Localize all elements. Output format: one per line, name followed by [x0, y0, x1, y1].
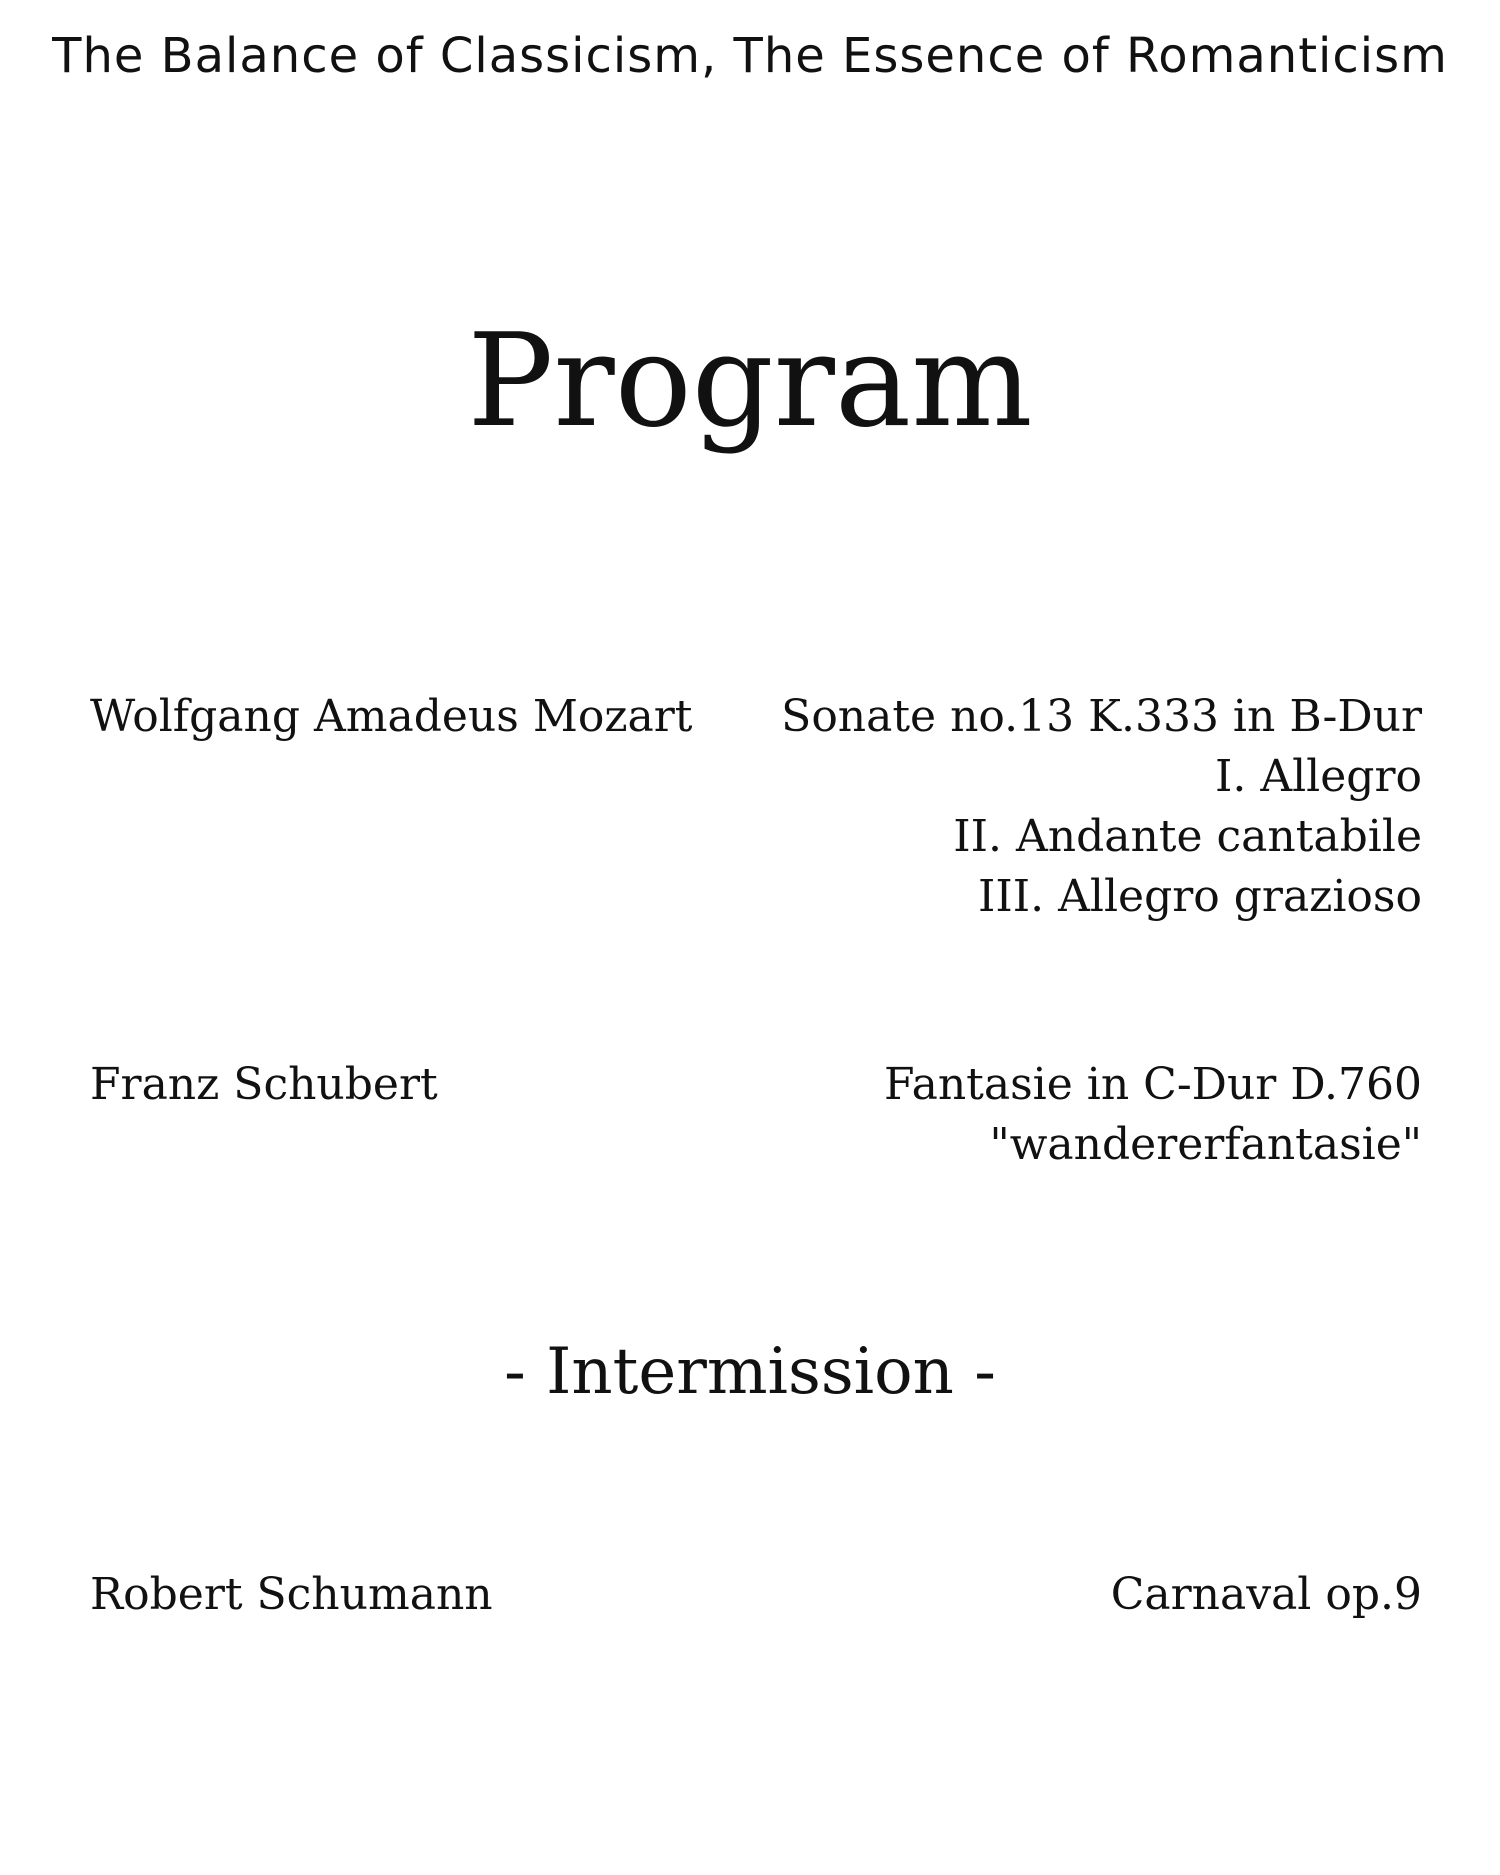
composer-name: Robert Schumann	[90, 1569, 493, 1620]
work-title: Carnaval op.9	[1110, 1569, 1422, 1620]
work-details	[884, 1055, 1422, 1175]
work-details	[1111, 1565, 1422, 1625]
page-title: Program	[467, 307, 1033, 456]
movement-2: II. Andante cantabile	[953, 811, 1422, 862]
movement-1: I. Allegro	[1214, 751, 1422, 802]
movement-3: III. Allegro grazioso	[978, 871, 1422, 922]
work-details	[781, 687, 1422, 927]
composer-name: Franz Schubert	[90, 1059, 438, 1110]
composer-name: Wolfgang Amadeus Mozart	[90, 691, 693, 742]
work-title: Fantasie in C-Dur D.760	[884, 1059, 1422, 1110]
work-subtitle: "wandererfantasie"	[989, 1119, 1422, 1170]
program-subtitle: The Balance of Classicism, The Essence of Romanticism	[52, 28, 1448, 84]
intermission-label: - Intermission -	[504, 1335, 996, 1409]
work-title: Sonate no.13 K.333 in B-Dur	[781, 691, 1422, 742]
